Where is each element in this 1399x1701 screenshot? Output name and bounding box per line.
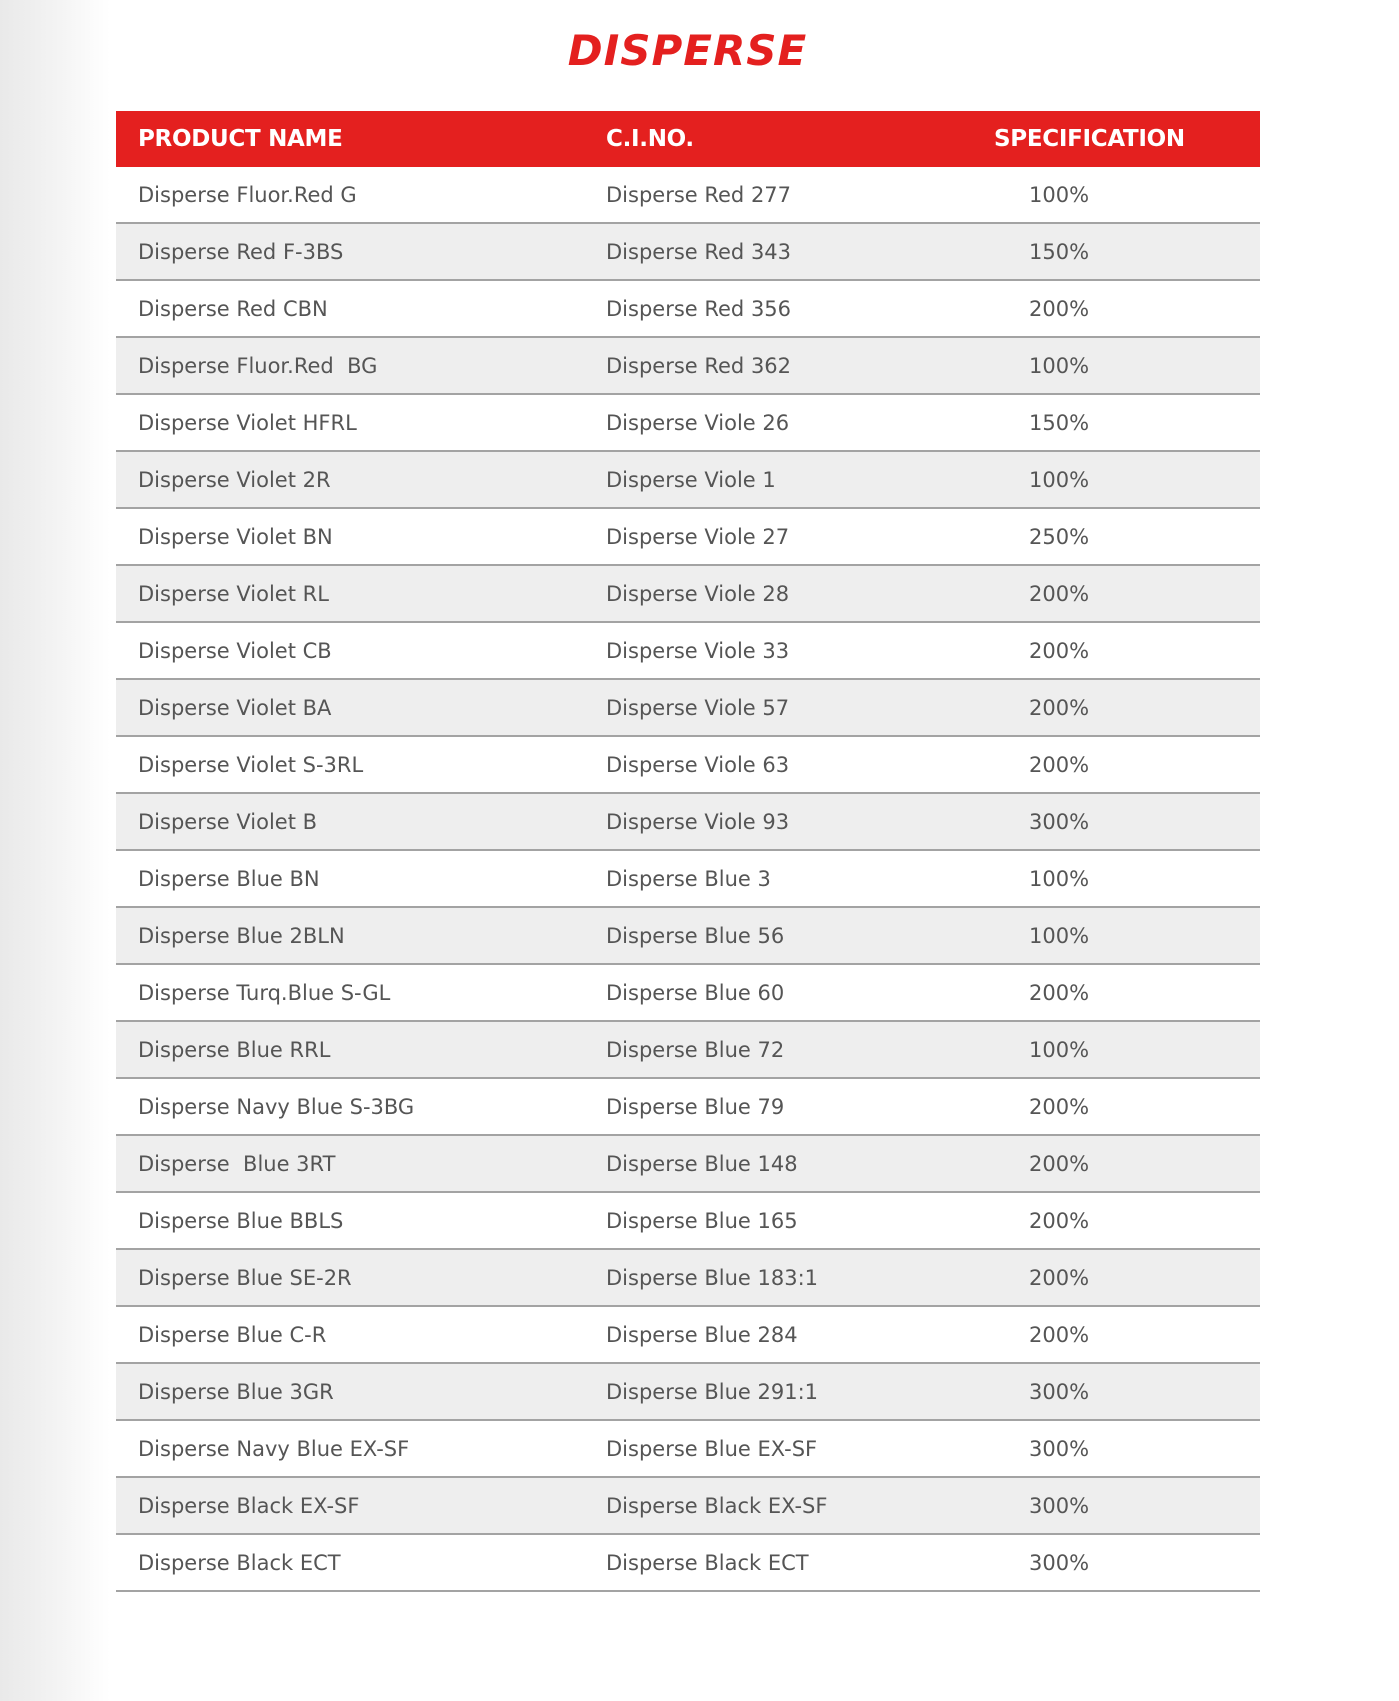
- cell-ci-no: Disperse Blue 291:1: [606, 1363, 956, 1420]
- page-title: DISPERSE: [567, 26, 808, 75]
- cell-product-name: Disperse Blue 3GR: [116, 1363, 606, 1420]
- table-row: [116, 223, 1260, 280]
- cell-ci-no: Disperse Viole 33: [606, 622, 956, 679]
- table-row: [116, 736, 1260, 793]
- cell-product-name: Disperse Blue C-R: [116, 1306, 606, 1363]
- cell-product-name: Disperse Black ECT: [116, 1534, 606, 1591]
- table-row: [116, 850, 1260, 907]
- cell-specification: 100%: [956, 1021, 1260, 1078]
- table-row: [116, 1021, 1260, 1078]
- cell-product-name: Disperse Violet 2R: [116, 451, 606, 508]
- cell-product-name: Disperse Fluor.Red G: [116, 167, 606, 223]
- table-row: [116, 622, 1260, 679]
- cell-specification: 200%: [956, 1249, 1260, 1306]
- cell-ci-no: Disperse Blue 56: [606, 907, 956, 964]
- table-header: [116, 111, 1260, 167]
- cell-ci-no: Disperse Viole 26: [606, 394, 956, 451]
- table-row: [116, 508, 1260, 565]
- column-header-product-name: PRODUCT NAME: [116, 111, 606, 167]
- table-row: [116, 964, 1260, 1021]
- column-header-specification: SPECIFICATION: [956, 111, 1260, 167]
- cell-product-name: Disperse Violet BA: [116, 679, 606, 736]
- table-row: [116, 394, 1260, 451]
- cell-specification: 300%: [956, 1477, 1260, 1534]
- cell-specification: 200%: [956, 679, 1260, 736]
- cell-product-name: Disperse Black EX-SF: [116, 1477, 606, 1534]
- cell-specification: 300%: [956, 793, 1260, 850]
- cell-ci-no: Disperse Blue 60: [606, 964, 956, 1021]
- table-row: [116, 451, 1260, 508]
- cell-product-name: Disperse Blue 2BLN: [116, 907, 606, 964]
- cell-product-name: Disperse Violet CB: [116, 622, 606, 679]
- cell-specification: 200%: [956, 1135, 1260, 1192]
- cell-specification: 200%: [956, 736, 1260, 793]
- cell-product-name: Disperse Violet HFRL: [116, 394, 606, 451]
- header-row: [116, 111, 1260, 167]
- cell-ci-no: Disperse Viole 28: [606, 565, 956, 622]
- cell-product-name: Disperse Violet RL: [116, 565, 606, 622]
- cell-specification: 100%: [956, 850, 1260, 907]
- table-row: [116, 565, 1260, 622]
- cell-specification: 200%: [956, 1078, 1260, 1135]
- table-row: [116, 337, 1260, 394]
- cell-specification: 200%: [956, 1192, 1260, 1249]
- table-row: [116, 679, 1260, 736]
- cell-product-name: Disperse Red CBN: [116, 280, 606, 337]
- cell-ci-no: Disperse Black ECT: [606, 1534, 956, 1591]
- cell-ci-no: Disperse Red 356: [606, 280, 956, 337]
- cell-ci-no: Disperse Blue 148: [606, 1135, 956, 1192]
- cell-specification: 300%: [956, 1420, 1260, 1477]
- table-row: [116, 1192, 1260, 1249]
- cell-ci-no: Disperse Blue 165: [606, 1192, 956, 1249]
- table-row: [116, 1249, 1260, 1306]
- cell-product-name: Disperse Navy Blue EX-SF: [116, 1420, 606, 1477]
- cell-ci-no: Disperse Blue 183:1: [606, 1249, 956, 1306]
- product-table: [116, 111, 1260, 1592]
- cell-specification: 250%: [956, 508, 1260, 565]
- cell-ci-no: Disperse Blue 79: [606, 1078, 956, 1135]
- table-row: [116, 1363, 1260, 1420]
- cell-ci-no: Disperse Viole 57: [606, 679, 956, 736]
- cell-specification: 200%: [956, 280, 1260, 337]
- cell-specification: 150%: [956, 394, 1260, 451]
- cell-ci-no: Disperse Red 362: [606, 337, 956, 394]
- cell-product-name: Disperse Blue RRL: [116, 1021, 606, 1078]
- table-row: [116, 1477, 1260, 1534]
- cell-specification: 200%: [956, 1306, 1260, 1363]
- cell-specification: 150%: [956, 223, 1260, 280]
- table-row: [116, 1078, 1260, 1135]
- cell-product-name: Disperse Red F-3BS: [116, 223, 606, 280]
- cell-ci-no: Disperse Viole 1: [606, 451, 956, 508]
- column-header-ci-no: C.I.NO.: [606, 111, 956, 167]
- cell-product-name: Disperse Violet BN: [116, 508, 606, 565]
- cell-specification: 200%: [956, 622, 1260, 679]
- table-row: [116, 1135, 1260, 1192]
- cell-specification: 200%: [956, 964, 1260, 1021]
- cell-ci-no: Disperse Red 277: [606, 167, 956, 223]
- cell-product-name: Disperse Blue BBLS: [116, 1192, 606, 1249]
- cell-ci-no: Disperse Viole 93: [606, 793, 956, 850]
- table-row: [116, 1420, 1260, 1477]
- cell-product-name: Disperse Navy Blue S-3BG: [116, 1078, 606, 1135]
- cell-specification: 100%: [956, 907, 1260, 964]
- cell-ci-no: Disperse Viole 63: [606, 736, 956, 793]
- table-row: [116, 167, 1260, 223]
- cell-product-name: Disperse Blue SE-2R: [116, 1249, 606, 1306]
- table-row: [116, 1306, 1260, 1363]
- cell-ci-no: Disperse Red 343: [606, 223, 956, 280]
- table-row: [116, 1534, 1260, 1591]
- cell-product-name: Disperse Blue BN: [116, 850, 606, 907]
- cell-product-name: Disperse Violet S-3RL: [116, 736, 606, 793]
- cell-specification: 100%: [956, 337, 1260, 394]
- table-row: [116, 907, 1260, 964]
- cell-ci-no: Disperse Blue 284: [606, 1306, 956, 1363]
- table-row: [116, 793, 1260, 850]
- cell-product-name: Disperse Blue 3RT: [116, 1135, 606, 1192]
- cell-product-name: Disperse Turq.Blue S-GL: [116, 964, 606, 1021]
- table-body: [116, 167, 1260, 1591]
- cell-specification: 300%: [956, 1534, 1260, 1591]
- cell-ci-no: Disperse Blue EX-SF: [606, 1420, 956, 1477]
- cell-product-name: Disperse Fluor.Red BG: [116, 337, 606, 394]
- cell-ci-no: Disperse Viole 27: [606, 508, 956, 565]
- cell-specification: 200%: [956, 565, 1260, 622]
- cell-ci-no: Disperse Blue 3: [606, 850, 956, 907]
- cell-specification: 100%: [956, 451, 1260, 508]
- cell-ci-no: Disperse Blue 72: [606, 1021, 956, 1078]
- cell-specification: 100%: [956, 167, 1260, 223]
- table-row: [116, 280, 1260, 337]
- cell-specification: 300%: [956, 1363, 1260, 1420]
- cell-ci-no: Disperse Black EX-SF: [606, 1477, 956, 1534]
- cell-product-name: Disperse Violet B: [116, 793, 606, 850]
